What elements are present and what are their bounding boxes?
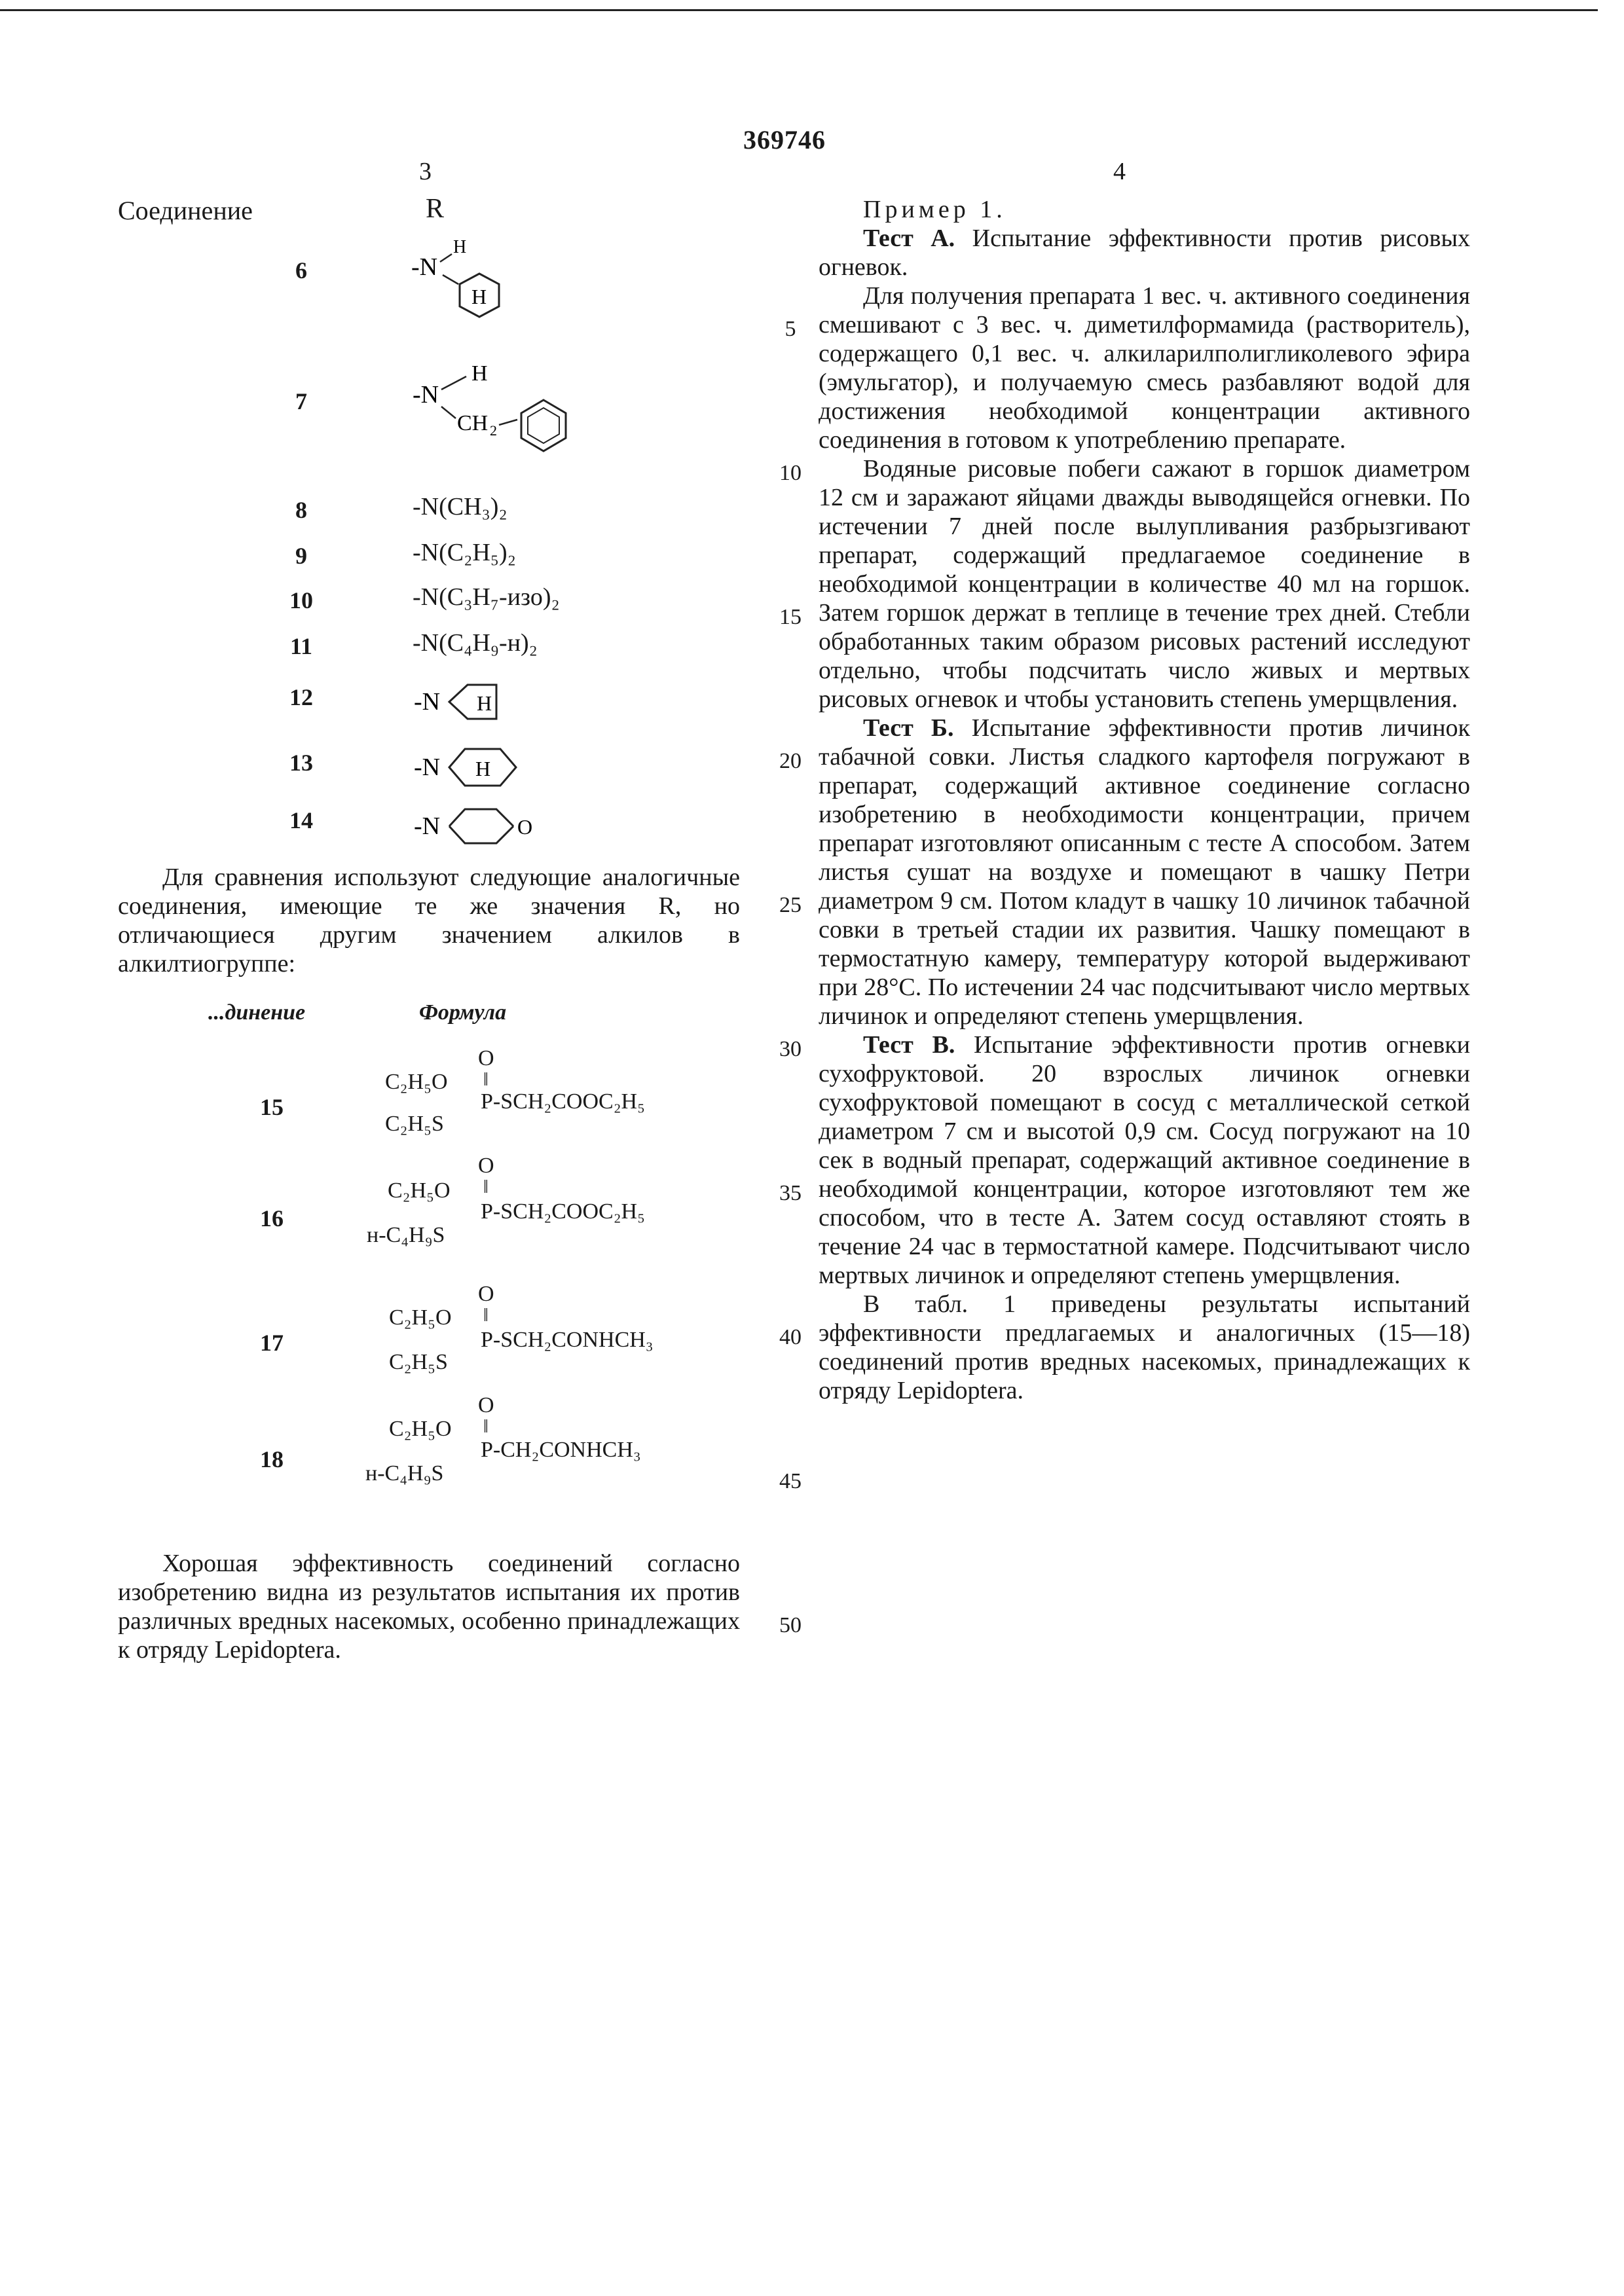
test-a-title: Тест А. [863,225,955,252]
column-header-r: R [426,194,445,224]
double-bond-mark: ‖ [483,1070,489,1090]
analog-alkylthio: C₂H₅S [385,1112,444,1136]
test-b-title: Тест Б. [863,714,954,742]
analog-chain: P-SCH₂COOC₂H₅ [481,1089,645,1114]
compound-number: 7 [295,388,307,414]
line-number: 30 [779,1037,802,1061]
analog-chain: P-SCH₂COOC₂H₅ [481,1199,645,1224]
test-b-text: Испытание эффективности против личинок табачной совки. Листья сладкого картофеля погружают в препарат, содержащий активное соединение согласно изобретению в необходимости концентрации, причем препарат изготовляют описанным с тесте А способом. Затем листья сушат на воздухе и помещают в чашку Петри диаметром 9 см. Потом кладут в чашку 10 личинок табачной совки в третьей стадии их развития. Чашку помещают в термостатную камеру, температуру которой выдерживают при 28°С. По истечении 24 час подсчитывают число мертвых личинок и определяют степень умерщвления. [819,714,1470,1030]
morpholino-structure [413,793,563,859]
test-b-paragraph [819,714,1470,1030]
line-number: 50 [779,1613,802,1637]
double-bond-mark: ‖ [483,1417,489,1437]
test-v-text: Испытание эффективности против огневки сухофруктовой. 20 взрослых личинок огневки сухофруктовой помещают в сосуд с металлической сеткой диаметром 7 см и высотой 0,9 см. Сосуд погружают на 10 сек в водный препарат, содержащий активное соединение в необходимой концентрации, которое изготовляют тем же способом, что в тесте А. Затем сосуд оставляют стоять в течение 24 час в термостатной камере. Подсчитывают число мертвых личинок и определяют степень умерщвления. [819,1031,1471,1289]
diethylamino-formula: -N(C₂H₅)₂ [413,539,516,566]
phosphoryl-oxygen: O [478,1154,494,1178]
compound-number: 14 [289,807,313,833]
right-column-text [819,195,1470,1405]
analog-number: 18 [260,1446,284,1472]
analog-ethoxy: C₂H₅O [389,1417,452,1441]
benzylamino-structure [406,357,602,488]
svg-text:H: H [471,361,488,386]
double-bond-mark: ‖ [483,1177,489,1197]
line-number: 20 [779,749,802,773]
phosphoryl-oxygen: O [478,1393,494,1417]
analog-number: 16 [260,1205,284,1231]
compound-number: 9 [295,543,307,569]
pyrrolidino-structure [413,673,544,732]
diisopropylamino-formula: -N(C₃H₇-изо)₂ [413,583,560,611]
test-v-paragraph [819,1030,1470,1290]
svg-text:-N: -N [414,754,441,781]
comparison-paragraph [118,863,740,978]
compound-number: 13 [289,750,313,776]
compound-number: 6 [295,257,307,283]
svg-text:-N: -N [411,253,438,281]
analog-ethoxy: C₂H₅O [388,1178,451,1203]
patent-number: 369746 [743,125,826,155]
line-number: 25 [779,893,802,917]
svg-text:H: H [477,691,492,715]
line-number: 35 [779,1181,802,1205]
top-rule [0,9,1598,11]
test-a-paragraph-2: Водяные рисовые побеги сажают в горшок диаметром 12 см и заражают яйцами дважды выводящейся огневки. По истечении 7 дней после вылупливания разбрызгивают препарат, содержащий предлагаемое соединение в необходимой концентрации в количестве 40 мл на горшок. Затем горшок держат в теплице в течение трех дней. Стебли обработанных таким образом рисовых растений исследуют отдельно, чтобы подсчитать число живых и мертвых рисовых огневок и чтобы установить степень умерщвления. [819,455,1470,713]
analog-table-header-formula: Формула [419,1000,507,1025]
test-a-heading [819,224,1470,282]
analog-alkylthio: н-C₄H₉S [365,1461,444,1485]
line-number: 15 [779,605,802,629]
svg-text:O: O [517,815,533,839]
test-a-paragraph-1: Для получения препарата 1 вес. ч. активного соединения смешивают с 3 вес. ч. диметилформамида (растворитель), содержащего 0,1 вес. ч. алкиларилполигликолевого эфира (эмульгатор), и получаемую смесь разбавляют водой для достижения необходимой концентрации активного соединения в готовом к употреблению препарате. [819,282,1470,454]
line-number: 40 [779,1325,802,1349]
column-header-compound: Соединение [118,196,253,225]
phosphoryl-oxygen: O [478,1046,494,1070]
example-heading: Пример 1. [863,196,1006,223]
analog-ethoxy: C₂H₅O [385,1070,448,1094]
page-number-left: 3 [419,158,432,185]
compound-number: 12 [289,684,313,710]
analog-alkylthio: н-C₄H₉S [367,1223,445,1247]
svg-text:-N: -N [414,812,441,840]
phosphoryl-oxygen: O [478,1282,494,1306]
svg-text:CH: CH [457,411,489,435]
comparison-text: Для сравнения используют следующие аналогичные соединения, имеющие те же значения R, но отличающиеся другим значением алкилов в алкилтиогруппе: [118,864,740,977]
analog-alkylthio: C₂H₅S [389,1350,448,1374]
conclusion-text: Хорошая эффективность соединений согласно изобретению видна из результатов испытания их против различных вредных насекомых, особенно принадлежащих к отряду Lepidoptera. [118,1550,740,1664]
piperidino-structure [413,736,557,801]
analog-table-header-compound: ...динение [208,1000,306,1025]
test-v-title: Тест В. [863,1031,955,1059]
analog-number: 17 [260,1330,284,1356]
svg-text:-N: -N [413,381,439,409]
compound-number: 11 [289,633,312,659]
cyclohexylamino-structure [406,229,537,360]
svg-text:2: 2 [490,422,497,439]
dimethylamino-formula: -N(CH₃)₂ [413,493,507,520]
svg-text:H: H [453,237,467,257]
line-number: 10 [779,461,802,485]
test-a-head-text: Испытание эффективности против рисовых огневок. [819,225,1470,281]
line-number: 5 [784,317,796,341]
svg-text:H: H [471,285,487,308]
analog-chain: P-SCH₂CONHCH₃ [481,1328,654,1352]
double-bond-mark: ‖ [483,1305,489,1326]
final-paragraph: В табл. 1 приведены результаты испытаний эффективности предлагаемых и аналогичных (15—18) соединений против вредных насекомых, принадлежащих к отряду Lepidoptera. [819,1290,1470,1404]
analog-chain: P-CH₂CONHCH₃ [481,1438,641,1462]
page-number-right: 4 [1113,158,1126,185]
line-number: 45 [779,1469,802,1493]
compound-number: 8 [295,497,307,523]
dibutylamino-formula: -N(C₄H₉-н)₂ [413,629,538,657]
compound-number: 10 [289,587,313,613]
analog-ethoxy: C₂H₅O [389,1305,452,1330]
svg-text:-N: -N [414,688,441,716]
conclusion-paragraph [118,1549,740,1664]
analog-number: 15 [260,1094,284,1120]
svg-text:H: H [475,757,491,780]
